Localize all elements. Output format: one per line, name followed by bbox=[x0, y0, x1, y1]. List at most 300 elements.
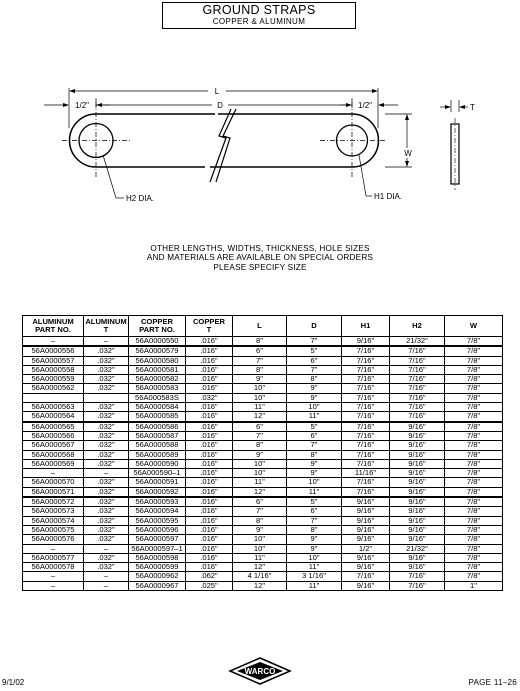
table-row bbox=[23, 431, 503, 440]
table-cell: 7/16" bbox=[342, 572, 390, 581]
table-cell: 56A0000590 bbox=[129, 459, 186, 468]
table-row bbox=[23, 393, 503, 402]
logo-text: WARCO bbox=[244, 667, 276, 676]
page-number: PAGE 11–26 bbox=[468, 678, 517, 687]
table-cell: .016" bbox=[186, 431, 233, 440]
col-header: L bbox=[233, 316, 287, 337]
table-cell: 56A0000597 bbox=[129, 535, 186, 544]
table-cell: .032" bbox=[84, 346, 129, 356]
table-cell: 7/8" bbox=[445, 384, 503, 393]
table-cell: 7/16" bbox=[342, 459, 390, 468]
table-cell: .032" bbox=[84, 365, 129, 374]
table-cell: .016" bbox=[186, 412, 233, 422]
col-header: ALUMINUM T bbox=[84, 316, 129, 337]
table-cell: .016" bbox=[186, 497, 233, 507]
table-row bbox=[23, 487, 503, 497]
table-cell: 7/16" bbox=[342, 346, 390, 356]
table-cell: 8" bbox=[233, 337, 287, 347]
table-cell: 12" bbox=[233, 581, 287, 590]
table-cell: .062" bbox=[186, 572, 233, 581]
table-cell: 6" bbox=[287, 431, 342, 440]
table-cell: 56A0000597–1 bbox=[129, 544, 186, 553]
table-cell: 9/16" bbox=[342, 563, 390, 572]
table-cell: 56A0000588 bbox=[129, 441, 186, 450]
table-cell: .032" bbox=[84, 375, 129, 384]
dim-t-label: T bbox=[470, 103, 475, 112]
table-cell: 7/8" bbox=[445, 375, 503, 384]
table-cell: 12" bbox=[233, 487, 287, 497]
table-cell: .016" bbox=[186, 544, 233, 553]
table-row bbox=[23, 469, 503, 478]
table-cell: 12" bbox=[233, 412, 287, 422]
table-cell: 7/8" bbox=[445, 337, 503, 347]
table-cell: 7/8" bbox=[445, 487, 503, 497]
table-row bbox=[23, 581, 503, 590]
table-cell: .016" bbox=[186, 337, 233, 347]
table-cell: 7/16" bbox=[342, 375, 390, 384]
table-cell: 56A0000558 bbox=[23, 365, 84, 374]
note-line: OTHER LENGTHS, WIDTHS, THICKNESS, HOLE SIZES bbox=[150, 244, 370, 253]
table-cell: 7/16" bbox=[342, 412, 390, 422]
table-row bbox=[23, 507, 503, 516]
table-cell: .016" bbox=[186, 346, 233, 356]
table-cell: 9" bbox=[287, 535, 342, 544]
table-cell: 56A0000557 bbox=[23, 356, 84, 365]
table-cell: 8" bbox=[287, 450, 342, 459]
table-cell: 9/16" bbox=[390, 507, 445, 516]
table-cell: 9/16" bbox=[342, 497, 390, 507]
table-cell: 6" bbox=[233, 422, 287, 432]
dim-half-right: 1/2" bbox=[358, 101, 372, 110]
table-cell: 7/8" bbox=[445, 450, 503, 459]
table-cell: – bbox=[84, 572, 129, 581]
table-cell: 56A0000596 bbox=[129, 525, 186, 534]
table-row bbox=[23, 346, 503, 356]
table-cell: .032" bbox=[84, 403, 129, 412]
table-cell: 56A0000564 bbox=[23, 412, 84, 422]
table-cell: 9/16" bbox=[390, 478, 445, 487]
table-cell: 56A0000577 bbox=[23, 553, 84, 562]
table-cell: 9/16" bbox=[342, 525, 390, 534]
table-cell: 11" bbox=[233, 553, 287, 562]
table-cell: .016" bbox=[186, 553, 233, 562]
table-cell: 7/8" bbox=[445, 365, 503, 374]
parts-table bbox=[22, 315, 503, 591]
table-cell: – bbox=[23, 544, 84, 553]
table-cell: 7/16" bbox=[342, 450, 390, 459]
table-cell: .016" bbox=[186, 365, 233, 374]
h1-label: H1 DIA. bbox=[374, 192, 403, 201]
table-cell: .016" bbox=[186, 384, 233, 393]
table-cell: .016" bbox=[186, 422, 233, 432]
table-cell: .016" bbox=[186, 356, 233, 365]
col-header: W bbox=[445, 316, 503, 337]
table-cell: 7/8" bbox=[445, 431, 503, 440]
table-cell: 7/16" bbox=[390, 384, 445, 393]
table-row bbox=[23, 375, 503, 384]
table-row bbox=[23, 403, 503, 412]
page-subtitle: COPPER & ALUMINUM bbox=[212, 17, 306, 26]
table-cell: 10" bbox=[233, 393, 287, 402]
table-cell: 8" bbox=[233, 441, 287, 450]
table-cell: 9/16" bbox=[342, 337, 390, 347]
table-row bbox=[23, 459, 503, 468]
table-row bbox=[23, 516, 503, 525]
table-cell: 7/16" bbox=[342, 393, 390, 402]
table-cell: 10" bbox=[287, 553, 342, 562]
table-cell: 5" bbox=[287, 497, 342, 507]
table-cell: 9/16" bbox=[390, 431, 445, 440]
table-cell: .032" bbox=[84, 535, 129, 544]
table-cell: 7/8" bbox=[445, 441, 503, 450]
table-cell: 9" bbox=[287, 384, 342, 393]
table-cell: 56A0000591 bbox=[129, 478, 186, 487]
table-cell: 9" bbox=[287, 459, 342, 468]
table-cell: – bbox=[23, 337, 84, 347]
table-cell: 4 1/16" bbox=[233, 572, 287, 581]
table-cell: 56A0000567 bbox=[23, 441, 84, 450]
table-cell: 9/16" bbox=[342, 535, 390, 544]
table-cell: .032" bbox=[84, 478, 129, 487]
table-cell: 9/16" bbox=[390, 497, 445, 507]
table-cell: 7/8" bbox=[445, 356, 503, 365]
table-row bbox=[23, 553, 503, 562]
table-cell: 11" bbox=[287, 563, 342, 572]
table-cell: 7" bbox=[287, 516, 342, 525]
table-cell: .032" bbox=[84, 384, 129, 393]
table-row bbox=[23, 422, 503, 432]
col-header: H2 bbox=[390, 316, 445, 337]
table-cell: 11" bbox=[287, 581, 342, 590]
table-cell: 7/16" bbox=[342, 478, 390, 487]
table-cell: 7/8" bbox=[445, 553, 503, 562]
table-cell: – bbox=[84, 544, 129, 553]
table-cell: 56A0000584 bbox=[129, 403, 186, 412]
table-cell: .032" bbox=[84, 459, 129, 468]
table-cell: .032" bbox=[84, 422, 129, 432]
table-cell: 7/8" bbox=[445, 459, 503, 468]
table-cell: 7/16" bbox=[390, 365, 445, 374]
table-row bbox=[23, 544, 503, 553]
table-cell: 11" bbox=[233, 403, 287, 412]
table-cell: .032" bbox=[84, 553, 129, 562]
table-row bbox=[23, 356, 503, 365]
table-cell: 11/16" bbox=[342, 469, 390, 478]
table-cell: 7/8" bbox=[445, 469, 503, 478]
table-cell: .016" bbox=[186, 450, 233, 459]
table-cell: .016" bbox=[186, 525, 233, 534]
table-cell: 9/16" bbox=[390, 450, 445, 459]
table-cell: 56A0000589 bbox=[129, 450, 186, 459]
table-cell: 7/16" bbox=[390, 572, 445, 581]
table-cell: 8" bbox=[287, 375, 342, 384]
table-cell: 7/8" bbox=[445, 393, 503, 402]
table-cell: 21/32" bbox=[390, 544, 445, 553]
table-cell: 56A0000581 bbox=[129, 365, 186, 374]
table-cell: 7/16" bbox=[390, 403, 445, 412]
table-cell: 56A0000598 bbox=[129, 553, 186, 562]
table-cell: 7/8" bbox=[445, 544, 503, 553]
table-cell: 56A0000563 bbox=[23, 403, 84, 412]
col-header: COPPER T bbox=[186, 316, 233, 337]
table-cell: .016" bbox=[186, 535, 233, 544]
table-cell: .032" bbox=[84, 450, 129, 459]
table-cell: 7/16" bbox=[342, 403, 390, 412]
table-cell: 56A0000568 bbox=[23, 450, 84, 459]
table-cell: 7/8" bbox=[445, 563, 503, 572]
table-row bbox=[23, 563, 503, 572]
table-cell: 9/16" bbox=[390, 487, 445, 497]
table-cell: 10" bbox=[233, 459, 287, 468]
table-cell: 7/16" bbox=[390, 412, 445, 422]
table-cell: 56A000590–1 bbox=[129, 469, 186, 478]
dim-d-label: D bbox=[217, 101, 223, 110]
table-cell: 7" bbox=[287, 337, 342, 347]
table-cell: 9/16" bbox=[390, 525, 445, 534]
table-cell: 10" bbox=[233, 469, 287, 478]
h2-label: H2 DIA. bbox=[126, 194, 155, 203]
table-cell: .016" bbox=[186, 403, 233, 412]
table-cell: .032" bbox=[84, 516, 129, 525]
table-cell: .025" bbox=[186, 581, 233, 590]
dim-w-label: W bbox=[404, 149, 412, 158]
table-cell: .016" bbox=[186, 516, 233, 525]
table-cell: 7/8" bbox=[445, 507, 503, 516]
table-cell: 11" bbox=[287, 487, 342, 497]
table-row bbox=[23, 478, 503, 487]
table-cell: 8" bbox=[233, 365, 287, 374]
table-cell: 7/8" bbox=[445, 572, 503, 581]
col-header: D bbox=[287, 316, 342, 337]
table-cell: 56A0000569 bbox=[23, 459, 84, 468]
ground-strap-drawing bbox=[0, 78, 520, 228]
col-header: H1 bbox=[342, 316, 390, 337]
table-cell: 9" bbox=[233, 450, 287, 459]
table-cell: 56A0000550 bbox=[129, 337, 186, 347]
table-cell: 7/8" bbox=[445, 422, 503, 432]
table-cell: 5" bbox=[287, 422, 342, 432]
table-cell: 56A0000583 bbox=[129, 384, 186, 393]
table-cell: 6" bbox=[287, 507, 342, 516]
table-cell: 7/16" bbox=[342, 422, 390, 432]
special-order-note bbox=[0, 244, 520, 272]
table-cell: 9" bbox=[287, 393, 342, 402]
table-cell: 9" bbox=[287, 469, 342, 478]
table-cell: 7/8" bbox=[445, 412, 503, 422]
table-cell: 56A0000579 bbox=[129, 346, 186, 356]
table-cell: 56A000583S bbox=[129, 393, 186, 402]
table-cell: .032" bbox=[84, 356, 129, 365]
dim-half-left: 1/2" bbox=[75, 101, 89, 110]
table-cell: 56A0000559 bbox=[23, 375, 84, 384]
table-row bbox=[23, 572, 503, 581]
table-cell: 7/8" bbox=[445, 497, 503, 507]
table-cell: 9" bbox=[233, 525, 287, 534]
table-row bbox=[23, 441, 503, 450]
table-cell: 56A0000556 bbox=[23, 346, 84, 356]
table-cell: .032" bbox=[186, 393, 233, 402]
table-cell: 10" bbox=[233, 544, 287, 553]
table-cell: .016" bbox=[186, 563, 233, 572]
table-cell: 56A0000595 bbox=[129, 516, 186, 525]
table-cell: 12" bbox=[233, 563, 287, 572]
footer-date: 9/1/02 bbox=[2, 678, 25, 687]
table-cell: 9/16" bbox=[390, 441, 445, 450]
table-cell: 56A0000572 bbox=[23, 497, 84, 507]
table-header-row bbox=[23, 316, 503, 337]
table-cell: 56A0000967 bbox=[129, 581, 186, 590]
table-cell: 9/16" bbox=[390, 563, 445, 572]
table-cell bbox=[23, 393, 84, 402]
table-cell: 56A0000582 bbox=[129, 375, 186, 384]
table-cell: 7" bbox=[287, 441, 342, 450]
table-cell: 7/8" bbox=[445, 535, 503, 544]
table-cell: 3 1/16" bbox=[287, 572, 342, 581]
table-cell: 7" bbox=[287, 365, 342, 374]
table-cell: 9/16" bbox=[390, 553, 445, 562]
table-cell: .032" bbox=[84, 412, 129, 422]
table-cell: 10" bbox=[287, 478, 342, 487]
table-cell: 7/8" bbox=[445, 516, 503, 525]
table-cell: 56A0000599 bbox=[129, 563, 186, 572]
table-cell: 7/16" bbox=[390, 375, 445, 384]
table-cell: – bbox=[84, 581, 129, 590]
table-cell: 8" bbox=[287, 525, 342, 534]
table-row bbox=[23, 384, 503, 393]
table-cell: 9/16" bbox=[390, 516, 445, 525]
col-header: COPPER PART NO. bbox=[129, 316, 186, 337]
table-cell: .016" bbox=[186, 441, 233, 450]
table-cell: 7" bbox=[233, 356, 287, 365]
table-cell: 7/8" bbox=[445, 478, 503, 487]
table-cell: 56A0000573 bbox=[23, 507, 84, 516]
table-cell: 9/16" bbox=[342, 507, 390, 516]
table-cell: 56A0000578 bbox=[23, 563, 84, 572]
table-cell: 7/16" bbox=[390, 356, 445, 365]
table-cell: 56A0000587 bbox=[129, 431, 186, 440]
table-cell: 7" bbox=[233, 431, 287, 440]
table-cell: 56A0000566 bbox=[23, 431, 84, 440]
table-row bbox=[23, 337, 503, 347]
table-cell: 10" bbox=[287, 403, 342, 412]
table-cell: 9/16" bbox=[342, 553, 390, 562]
table-row bbox=[23, 535, 503, 544]
table-cell: 7/16" bbox=[342, 441, 390, 450]
table-cell: 56A0000580 bbox=[129, 356, 186, 365]
table-cell: 7" bbox=[233, 507, 287, 516]
table-cell: 6" bbox=[233, 497, 287, 507]
table-row bbox=[23, 365, 503, 374]
table-cell: 6" bbox=[287, 356, 342, 365]
table-cell: 7/8" bbox=[445, 346, 503, 356]
table-row bbox=[23, 450, 503, 459]
table-cell: – bbox=[23, 572, 84, 581]
table-cell: 9" bbox=[287, 544, 342, 553]
table-cell: .016" bbox=[186, 478, 233, 487]
table-cell: 7/16" bbox=[342, 356, 390, 365]
table-cell: 9/16" bbox=[390, 469, 445, 478]
table-cell: .016" bbox=[186, 507, 233, 516]
table-cell: 9/16" bbox=[390, 459, 445, 468]
table-cell: 56A0000592 bbox=[129, 487, 186, 497]
table-cell: – bbox=[84, 469, 129, 478]
table-cell: 56A0000571 bbox=[23, 487, 84, 497]
table-cell: 7/16" bbox=[390, 346, 445, 356]
table-cell bbox=[84, 393, 129, 402]
dim-l-label: L bbox=[214, 87, 220, 96]
table-cell: 56A0000562 bbox=[23, 384, 84, 393]
table-cell: – bbox=[84, 337, 129, 347]
table-cell: .016" bbox=[186, 469, 233, 478]
table-cell: 7/8" bbox=[445, 403, 503, 412]
table-cell: 5" bbox=[287, 346, 342, 356]
table-cell: 1/2" bbox=[342, 544, 390, 553]
table-cell: .016" bbox=[186, 487, 233, 497]
col-header: ALUMINUM PART NO. bbox=[23, 316, 84, 337]
table-cell: .032" bbox=[84, 563, 129, 572]
table-cell: 9" bbox=[233, 375, 287, 384]
table-cell: 9/16" bbox=[390, 535, 445, 544]
table-cell: 8" bbox=[233, 516, 287, 525]
table-cell: 7/16" bbox=[342, 365, 390, 374]
title-box bbox=[162, 2, 356, 29]
table-cell: 7/8" bbox=[445, 525, 503, 534]
table-cell: .032" bbox=[84, 487, 129, 497]
table-cell: .032" bbox=[84, 497, 129, 507]
table-cell: 6" bbox=[233, 346, 287, 356]
table-cell: 9/16" bbox=[342, 581, 390, 590]
warco-logo bbox=[228, 657, 292, 685]
table-cell: 56A0000962 bbox=[129, 572, 186, 581]
table-cell: 7/16" bbox=[342, 384, 390, 393]
table-cell: .032" bbox=[84, 507, 129, 516]
table-cell: 56A0000594 bbox=[129, 507, 186, 516]
table-row bbox=[23, 497, 503, 507]
table-cell: 7/16" bbox=[342, 487, 390, 497]
table-cell: 56A0000574 bbox=[23, 516, 84, 525]
table-cell: 1" bbox=[445, 581, 503, 590]
table-cell: 56A0000570 bbox=[23, 478, 84, 487]
table-cell: 11" bbox=[287, 412, 342, 422]
table-cell: 11" bbox=[233, 478, 287, 487]
table-cell: 56A0000565 bbox=[23, 422, 84, 432]
table-cell: 7/16" bbox=[342, 431, 390, 440]
table-cell: 7/16" bbox=[390, 581, 445, 590]
note-line: AND MATERIALS ARE AVAILABLE ON SPECIAL ORDERS bbox=[146, 253, 374, 263]
table-cell: 56A0000585 bbox=[129, 412, 186, 422]
table-cell: 56A0000576 bbox=[23, 535, 84, 544]
table-cell: .032" bbox=[84, 441, 129, 450]
table-cell: .032" bbox=[84, 431, 129, 440]
table-cell: 56A0000593 bbox=[129, 497, 186, 507]
table-cell: .032" bbox=[84, 525, 129, 534]
table-cell: 10" bbox=[233, 384, 287, 393]
table-cell: 56A0000586 bbox=[129, 422, 186, 432]
table-row bbox=[23, 412, 503, 422]
table-cell: 56A0000575 bbox=[23, 525, 84, 534]
table-cell: 9/16" bbox=[342, 516, 390, 525]
table-cell: .016" bbox=[186, 375, 233, 384]
table-cell: 9/16" bbox=[390, 422, 445, 432]
page-title: GROUND STRAPS bbox=[202, 3, 316, 17]
table-cell: 7/16" bbox=[390, 393, 445, 402]
note-line: PLEASE SPECIFY SIZE bbox=[213, 262, 307, 272]
table-cell: – bbox=[23, 581, 84, 590]
table-cell: – bbox=[23, 469, 84, 478]
table-cell: .016" bbox=[186, 459, 233, 468]
table-cell: 21/32" bbox=[390, 337, 445, 347]
table-cell: 10" bbox=[233, 535, 287, 544]
